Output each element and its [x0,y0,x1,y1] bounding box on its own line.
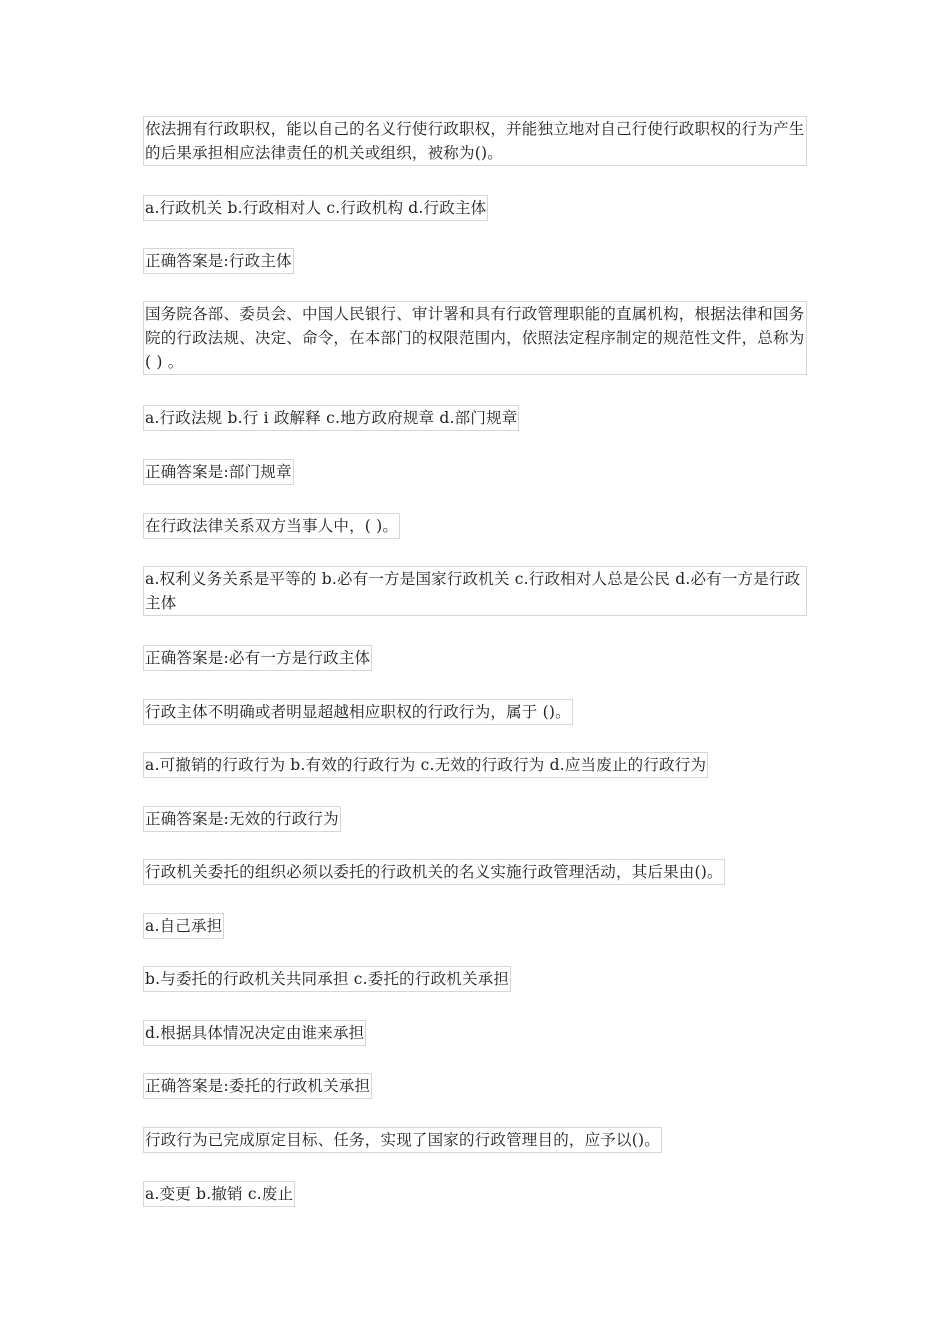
question-5-text [143,859,725,885]
answer-line: 正确答案是:委托的行政机关承担 [143,1073,372,1099]
question-2-text [143,301,807,375]
question-1-text [143,116,807,166]
answer-line: 正确答案是:部门规章 [143,459,294,485]
paragraph: 行政行为已完成原定目标、任务，实现了国家的行政管理目的，应予以()。 [143,1127,662,1153]
paragraph: a.自己承担 [143,913,224,939]
paragraph: a.行政机关 b.行政相对人 c.行政机构 d.行政主体 [143,195,488,221]
answer-line: 正确答案是:必有一方是行政主体 [143,645,372,671]
question-3-text [143,513,400,539]
paragraph: d.根据具体情况决定由谁来承担 [143,1020,366,1046]
paragraph: b.与委托的行政机关共同承担 c.委托的行政机关承担 [143,966,511,992]
paragraph: a.变更 b.撤销 c.废止 [143,1181,295,1207]
paragraph: 行政主体不明确或者明显超越相应职权的行政行为，属于 ()。 [143,699,573,725]
question-4-options [143,752,708,778]
paragraph: a.行政法规 b.行 i 政解释 c.地方政府规章 d.部门规章 [143,405,519,431]
question-3-answer [143,645,372,671]
question-2-answer [143,459,294,485]
paragraph: 依法拥有行政职权，能以自己的名义行使行政职权，并能独立地对自己行使行政职权的行为产生的后果承担相应法律责任的机关或组织，被称为()。 [143,116,807,166]
question-3-options [143,566,807,616]
question-6-options [143,1181,295,1207]
question-5-answer [143,1073,372,1099]
question-5-option-bc [143,966,511,992]
paragraph: 行政机关委托的组织必须以委托的行政机关的名义实施行政管理活动，其后果由()。 [143,859,725,885]
question-4-answer [143,806,341,832]
question-6-text [143,1127,662,1153]
question-5-option-a [143,913,224,939]
answer-line: 正确答案是:行政主体 [143,248,294,274]
question-2-options [143,405,519,431]
answer-line: 正确答案是:无效的行政行为 [143,806,341,832]
paragraph: 在行政法律关系双方当事人中，( )。 [143,513,400,539]
question-5-option-d [143,1020,366,1046]
question-4-text [143,699,573,725]
question-1-options [143,195,488,221]
paragraph: 国务院各部、委员会、中国人民银行、审计署和具有行政管理职能的直属机构，根据法律和国务院的行政法规、决定、命令，在本部门的权限范围内，依照法定程序制定的规范性文件，总称为( ) 。 [143,301,807,375]
paragraph: a.权利义务关系是平等的 b.必有一方是国家行政机关 c.行政相对人总是公民 d.必有一方是行政主体 [143,566,807,616]
question-1-answer [143,248,294,274]
paragraph: a.可撤销的行政行为 b.有效的行政行为 c.无效的行政行为 d.应当废止的行政行为 [143,752,708,778]
